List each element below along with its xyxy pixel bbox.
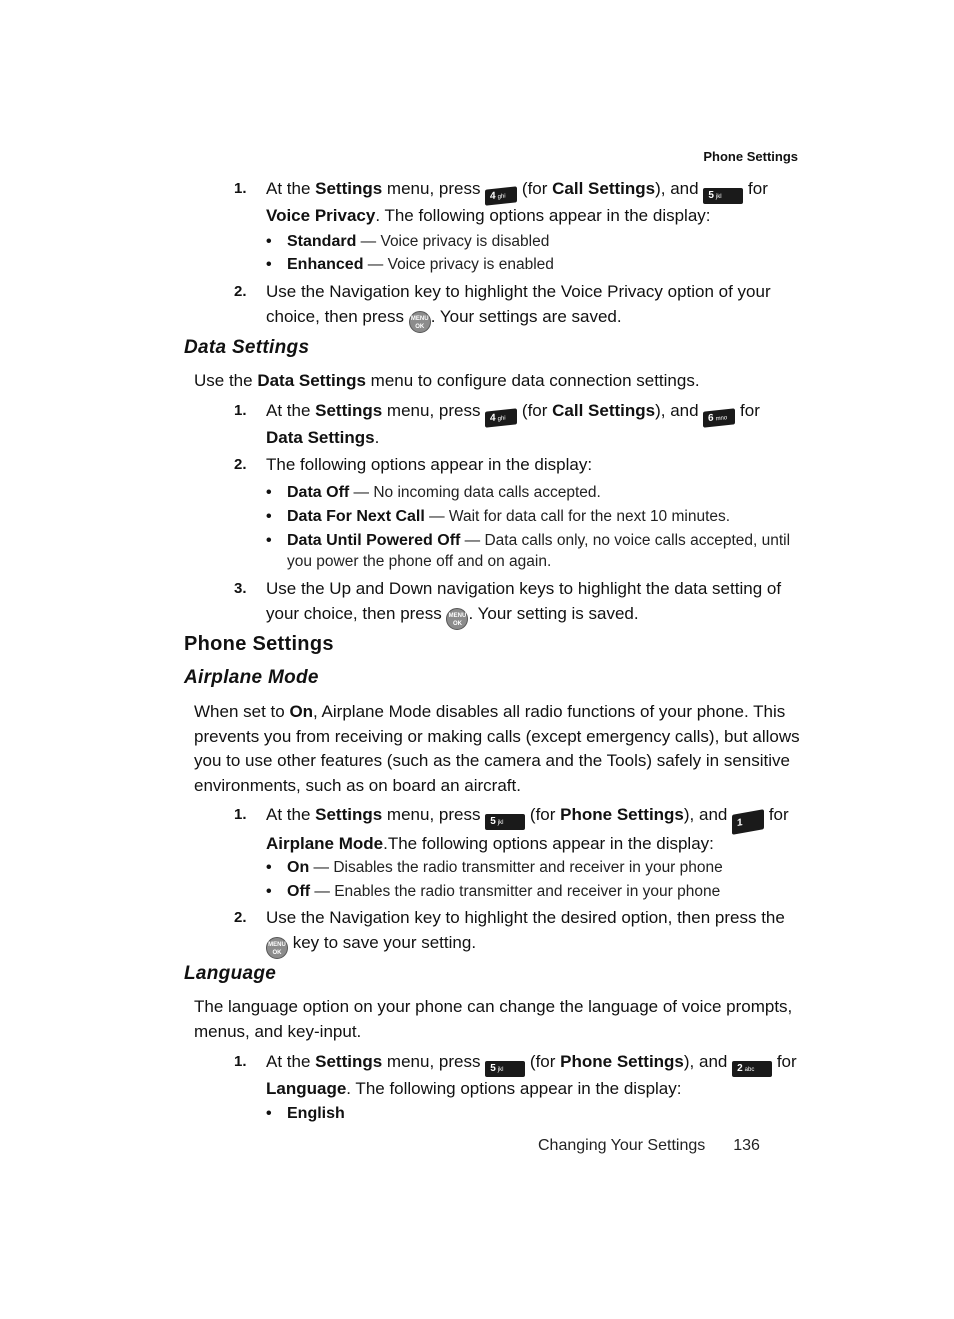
menu-ok-key-icon: MENU OK xyxy=(266,937,288,959)
step-number: 2. xyxy=(234,456,247,473)
section-heading-data-settings: Data Settings xyxy=(184,337,310,358)
step-text: Use the Navigation key to highlight the desired option, then press the MENU OK key to save your setting. xyxy=(266,906,800,959)
menu-ok-key-icon: MENU OK xyxy=(446,608,468,630)
key-5-icon: 5 jkl xyxy=(703,188,743,204)
data-settings-step-1 xyxy=(234,399,800,451)
list-item: • Data Until Powered Off — Data calls only, no voice calls accepted, until you power the phone off and on again. xyxy=(266,532,791,570)
step-number: 3. xyxy=(234,580,247,597)
bullet-icon: • xyxy=(266,883,272,900)
step-text: The following options appear in the display: xyxy=(266,455,593,474)
page-footer xyxy=(538,1137,760,1155)
key-6-icon: 6 mno xyxy=(703,408,735,427)
language-step-1 xyxy=(234,1050,800,1102)
step-text: At the Settings menu, press 4 ghi (for Call Settings), and 6 mno for Data Settings. xyxy=(266,401,760,447)
section-heading-language: Language xyxy=(184,963,277,984)
page-number: 136 xyxy=(733,1137,760,1154)
step-number: 2. xyxy=(234,909,247,926)
key-1-icon: 1 xyxy=(732,809,764,835)
step-number: 2. xyxy=(234,283,247,300)
section-heading-airplane-mode: Airplane Mode xyxy=(184,667,319,688)
list-item: • Data Off — No incoming data calls accepted. xyxy=(266,484,601,501)
footer-section-title: Changing Your Settings xyxy=(538,1137,706,1154)
bullet-icon: • xyxy=(266,1105,272,1122)
section-heading-phone-settings: Phone Settings xyxy=(184,633,334,655)
language-intro: The language option on your phone can change the language of voice prompts, menus, and key-input. xyxy=(194,997,793,1041)
list-item: • Off — Enables the radio transmitter and receiver in your phone xyxy=(266,883,721,900)
step-number: 1. xyxy=(234,806,247,823)
key-5-icon: 5 jkl xyxy=(485,1061,525,1077)
list-item: • On — Disables the radio transmitter and receiver in your phone xyxy=(266,859,723,876)
key-2-icon: 2 abc xyxy=(732,1061,772,1077)
step-text: At the Settings menu, press 5 jkl (for Phone Settings), and 1 for Airplane Mode.The following options appear in the display: xyxy=(266,805,789,853)
bullet-icon: • xyxy=(266,508,272,525)
list-item: • English xyxy=(266,1105,345,1122)
bullet-icon: • xyxy=(266,484,272,501)
list-item: • Standard — Voice privacy is disabled xyxy=(266,233,550,250)
voice-privacy-step-2 xyxy=(234,280,800,333)
key-4-icon: 4 ghi xyxy=(485,186,517,205)
data-settings-step-2 xyxy=(234,453,800,478)
bullet-icon: • xyxy=(266,532,272,549)
step-number: 1. xyxy=(234,1053,247,1070)
key-5-icon: 5 jkl xyxy=(485,814,525,830)
step-number: 1. xyxy=(234,180,247,197)
list-item: • Enhanced — Voice privacy is enabled xyxy=(266,256,554,273)
bullet-icon: • xyxy=(266,256,272,273)
step-number: 1. xyxy=(234,402,247,419)
airplane-mode-intro: When set to On, Airplane Mode disables all radio functions of your phone. This prevents you from receiving or making calls (except emergency calls), but allows you to use other features (such as the camera and the Tools) safely in sensitive environments, such as on board an aircraft. xyxy=(194,702,800,795)
voice-privacy-step-1 xyxy=(234,177,800,229)
data-settings-step-3 xyxy=(234,577,800,630)
step-text: At the Settings menu, press 5 jkl (for Phone Settings), and 2 abc for Language. The following options appear in the display: xyxy=(266,1052,797,1098)
key-4-icon: 4 ghi xyxy=(485,408,517,427)
bullet-icon: • xyxy=(266,233,272,250)
list-item: • Data For Next Call — Wait for data call for the next 10 minutes. xyxy=(266,508,731,525)
airplane-mode-step-1 xyxy=(234,803,800,857)
airplane-mode-step-2 xyxy=(234,906,800,959)
data-settings-intro: Use the Data Settings menu to configure data connection settings. xyxy=(194,371,700,390)
menu-ok-key-icon: MENU OK xyxy=(409,311,431,333)
running-head: Phone Settings xyxy=(703,149,798,164)
step-text: Use the Up and Down navigation keys to highlight the data setting of your choice, then press MENU OK. Your setting is saved. xyxy=(266,577,800,630)
step-text: At the Settings menu, press 4 ghi (for Call Settings), and 5 jkl for Voice Privacy. The following options appear in the display: xyxy=(266,179,768,225)
bullet-icon: • xyxy=(266,859,272,876)
step-text: Use the Navigation key to highlight the Voice Privacy option of your choice, then press MENU OK. Your settings are saved. xyxy=(266,280,800,333)
